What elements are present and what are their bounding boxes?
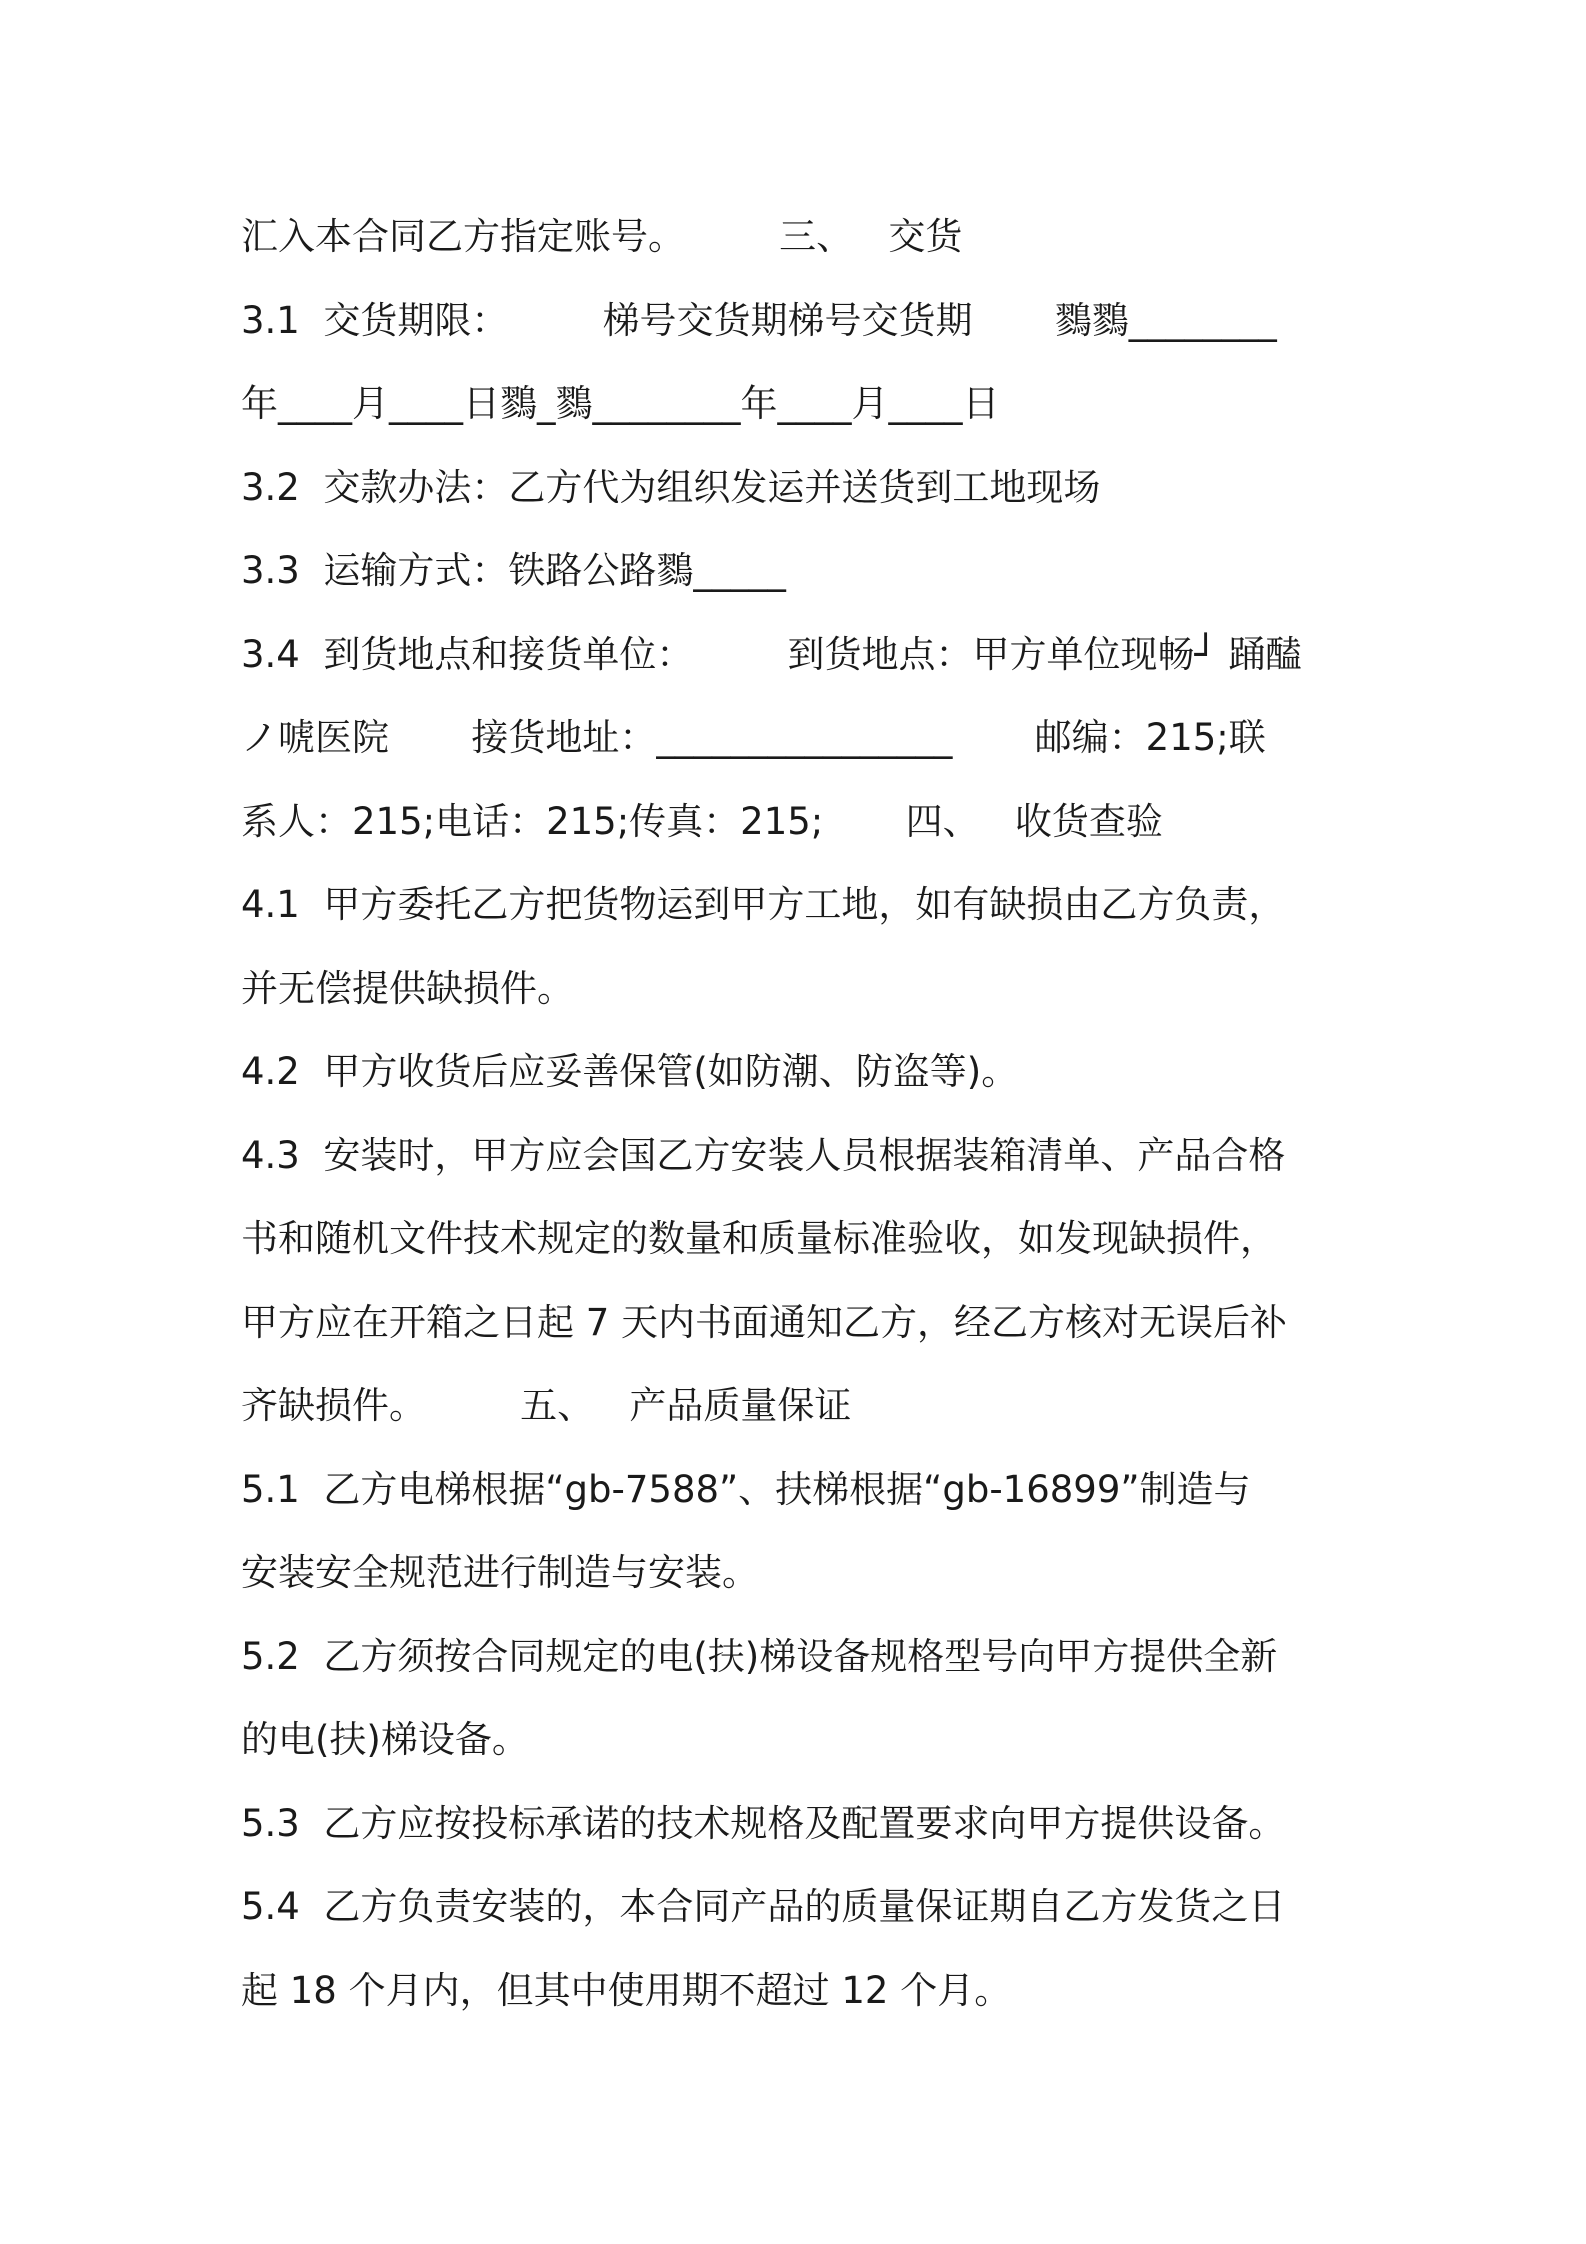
- text-line: 起 18 个月内，但其中使用期不超过 12 个月。: [241, 1968, 1012, 2012]
- text-line: 5.4 乙方负责安装的，本合同产品的质量保证期自乙方发货之日: [241, 1885, 1286, 1928]
- text-line: 5.3 乙方应按投标承诺的技术规格及配置要求向甲方提供设备。: [241, 1801, 1286, 1845]
- document-body: [241, 195, 1361, 2032]
- text-line: 汇入本合同乙方指定账号。 三、 交货: [241, 215, 963, 258]
- text-line: 安装安全规范进行制造与安装。: [241, 1551, 759, 1594]
- text-line: 年____月____日鷚_鷚________年____月____日: [241, 382, 1000, 425]
- text-line: ノ唬医院 接货地址：________________ 邮编：215;联: [241, 716, 1266, 759]
- text-line: 4.3 安装时，甲方应会国乙方安装人员根据装箱清单、产品合格: [241, 1133, 1286, 1177]
- text-line: 3.3 运输方式：铁路公路鷚_____: [241, 549, 786, 592]
- text-line: 3.1 交货期限： 梯号交货期梯号交货期 鷚鷚________: [241, 298, 1277, 342]
- text-line: 4.1 甲方委托乙方把货物运到甲方工地，如有缺损由乙方负责，: [241, 883, 1286, 926]
- text-line: 5.2 乙方须按合同规定的电(扶)梯设备规格型号向甲方提供全新: [241, 1634, 1278, 1678]
- text-line: 4.2 甲方收货后应妥善保管(如防潮、防盗等)。: [241, 1050, 1019, 1093]
- text-line: 书和随机文件技术规定的数量和质量标准验收，如发现缺损件，: [241, 1217, 1277, 1260]
- text-line: 5.1 乙方电梯根据“gb-7588”、扶梯根据“gb-16899”制造与: [241, 1467, 1251, 1511]
- text-line: 并无偿提供缺损件。: [241, 966, 574, 1010]
- text-line: 3.2 交款办法：乙方代为组织发运并送货到工地现场: [241, 465, 1101, 509]
- text-line: 3.4 到货地点和接货单位： 到货地点：甲方单位现畅┘ 踊醘: [241, 632, 1303, 676]
- text-line: 系人：215;电话：215;传真：215; 四、 收货查验: [241, 799, 1163, 843]
- text-line: 齐缺损件。 五、 产品质量保证: [241, 1384, 852, 1427]
- text-line: 的电(扶)梯设备。: [241, 1718, 529, 1761]
- text-line: 甲方应在开箱之日起 7 天内书面通知乙方，经乙方核对无误后补: [241, 1300, 1288, 1344]
